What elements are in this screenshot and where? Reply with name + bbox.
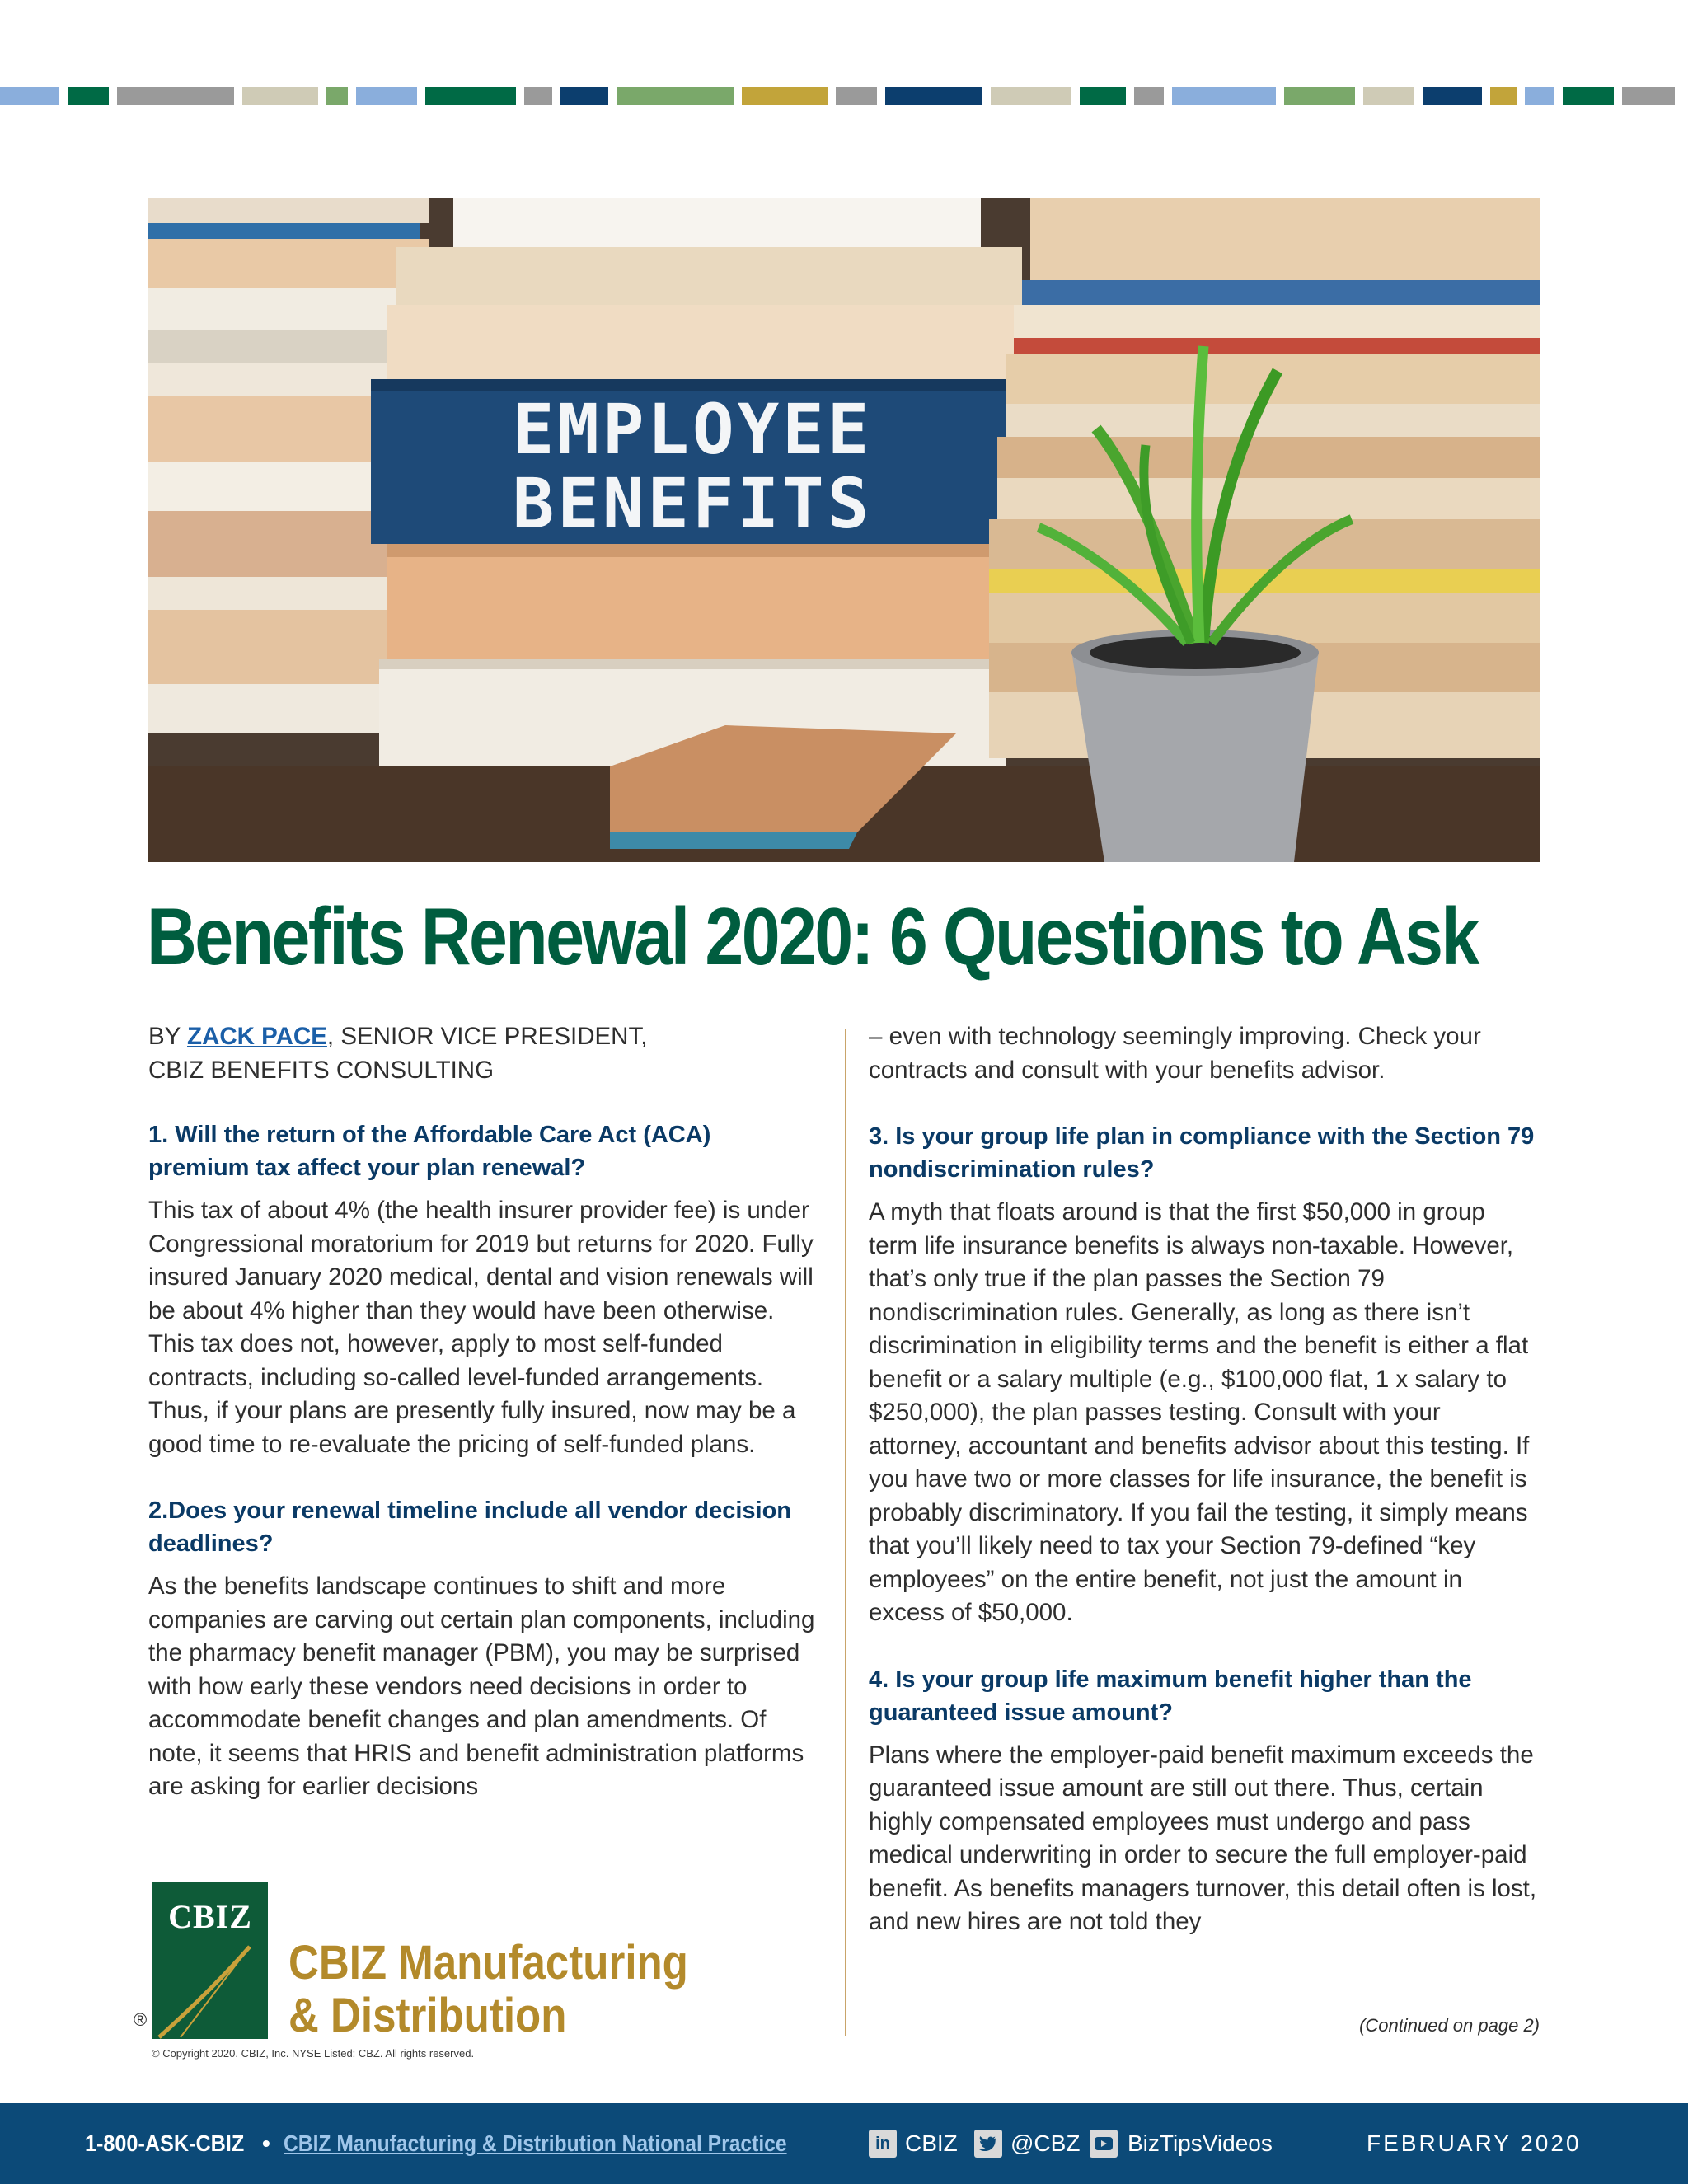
logo-wordmark bbox=[288, 1937, 688, 2042]
strip-segment bbox=[1080, 87, 1126, 105]
strip-segment bbox=[1563, 87, 1614, 105]
books-illustration bbox=[148, 198, 1540, 862]
strip-segment bbox=[617, 87, 734, 105]
strip-segment bbox=[1423, 87, 1482, 105]
hero-text-line2: BENEFITS bbox=[512, 463, 873, 544]
byline-role: , SENIOR VICE PRESIDENT, bbox=[326, 1023, 648, 1050]
strip-segment bbox=[1172, 87, 1276, 105]
continued-note: (Continued on page 2) bbox=[1359, 2015, 1540, 2036]
article-column-left bbox=[148, 1020, 818, 1837]
footer-twitter-label[interactable]: @CBZ bbox=[1010, 2130, 1081, 2156]
strip-segment bbox=[242, 87, 318, 105]
question-4-body: Plans where the employer-paid benefit maximum exceeds the guaranteed issue amount are still out there. Thus, certain highly compensated employees must undergo and pass medical underwriting in order to secure the full employer-paid benefit. As benefits managers turnover, this detail often is lost, and new hires are not told they bbox=[869, 1741, 1537, 1935]
footer-linkedin-label[interactable]: CBIZ bbox=[905, 2130, 958, 2156]
strip-segment bbox=[117, 87, 234, 105]
question-2-continued: – even with technology seemingly improving. Check your contracts and consult with your benefits advisor. bbox=[869, 1023, 1481, 1084]
byline-company: CBIZ BENEFITS CONSULTING bbox=[148, 1056, 495, 1084]
hero-image bbox=[148, 198, 1540, 862]
question-1-body: This tax of about 4% (the health insurer provider fee) is under Congressional moratorium for 2019 but returns for 2020. Fully insured January 2020 medical, dental and vision renewals will be about 4% higher than they would have been otherwise. This tax does not, however, apply to most self-funded contracts, including so-called level-funded arrangements. Thus, if your plans are presently fully insured, now may be a good time to re-evaluate the pricing of self-funded plans. bbox=[148, 1197, 814, 1458]
question-3-body: A myth that floats around is that the first $50,000 in group term life insurance benefits is always non-taxable. However, that’s only true if the plan passes the Section 79 nondiscrimination rules. Generally, as long as there isn’t discrimination in eligibility terms and the benefit is either a flat benefit or a salary multiple (e.g., $100,000 flat, 1 x salary to $250,000), the plan passes testing. Consult with your attorney, accountant and benefits advisor about this testing. If you have two or more classes for life insurance, the benefit is probably discriminatory. If you fail the testing, it simply means that you’ll likely need to tax your Section 79-defined “key employees” on the entire benefit, not just the amount in excess of $50,000. bbox=[869, 1198, 1530, 1626]
footer-bullet: • bbox=[262, 2130, 270, 2156]
strip-segment bbox=[1490, 87, 1517, 105]
footer-date: FEBRUARY 2020 bbox=[1367, 2130, 1582, 2156]
byline-prefix: BY bbox=[148, 1023, 188, 1050]
strip-segment bbox=[356, 87, 417, 105]
strip-segment bbox=[1525, 87, 1554, 105]
author-link[interactable]: ZACK PACE bbox=[187, 1023, 327, 1050]
column-divider bbox=[845, 1029, 846, 2036]
strip-segment bbox=[1284, 87, 1355, 105]
strip-segment bbox=[1363, 87, 1414, 105]
hero-text-line1: EMPLOYEE bbox=[512, 389, 873, 470]
byline bbox=[148, 1020, 818, 1087]
question-2-body: As the benefits landscape continues to shift and more companies are carving out certain plan components, including the pharmacy benefit manager (PBM), you may be surprised with how early these vendors need decisions in order to accommodate benefit changes and plan amendments. Of note, it seems that HRIS and benefit administration platforms are asking for earlier decisions bbox=[148, 1572, 815, 1800]
strip-segment bbox=[836, 87, 877, 105]
linkedin-icon[interactable]: in bbox=[869, 2130, 897, 2158]
strip-segment bbox=[0, 87, 59, 105]
logo-name-line2: & Distribution bbox=[288, 1989, 567, 2042]
question-2-heading: 2.Does your renewal timeline include all vendor decision deadlines? bbox=[148, 1497, 792, 1557]
question-4-heading: 4. Is your group life maximum benefit higher than the guaranteed issue amount? bbox=[869, 1666, 1472, 1726]
registered-mark: ® bbox=[134, 2009, 148, 2030]
strip-segment bbox=[326, 87, 348, 105]
copyright-notice: © Copyright 2020. CBIZ, Inc. NYSE Listed: CBZ. All rights reserved. bbox=[152, 2047, 475, 2060]
article-column-right bbox=[869, 1020, 1538, 1972]
youtube-icon[interactable] bbox=[1090, 2130, 1118, 2158]
question-1-heading: 1. Will the return of the Affordable Care Act (ACA) premium tax affect your plan renewal? bbox=[148, 1122, 711, 1181]
strip-segment bbox=[524, 87, 552, 105]
logo-name-line1: CBIZ Manufacturing bbox=[288, 1936, 688, 1990]
strip-segment bbox=[68, 87, 109, 105]
footer-bar bbox=[0, 2103, 1688, 2184]
footer-youtube-label[interactable]: BizTipsVideos bbox=[1128, 2130, 1273, 2156]
twitter-icon[interactable] bbox=[974, 2130, 1002, 2158]
strip-segment bbox=[560, 87, 608, 105]
footer-practice-link[interactable]: CBIZ Manufacturing & Distribution National Practice bbox=[284, 2130, 787, 2156]
top-color-strip bbox=[0, 87, 1688, 105]
footer-phone[interactable]: 1-800-ASK-CBIZ bbox=[85, 2130, 245, 2156]
strip-segment bbox=[425, 87, 516, 105]
strip-segment bbox=[742, 87, 828, 105]
strip-segment bbox=[1134, 87, 1164, 105]
page-title: Benefits Renewal 2020: 6 Questions to Ask bbox=[147, 891, 1478, 982]
strip-segment bbox=[991, 87, 1071, 105]
cbiz-logo-mark bbox=[152, 1882, 268, 2039]
question-3-heading: 3. Is your group life plan in compliance with the Section 79 nondiscrimination rules? bbox=[869, 1123, 1535, 1183]
strip-segment bbox=[1622, 87, 1675, 105]
logo-mark-text: CBIZ bbox=[168, 1898, 252, 1935]
strip-segment bbox=[885, 87, 982, 105]
